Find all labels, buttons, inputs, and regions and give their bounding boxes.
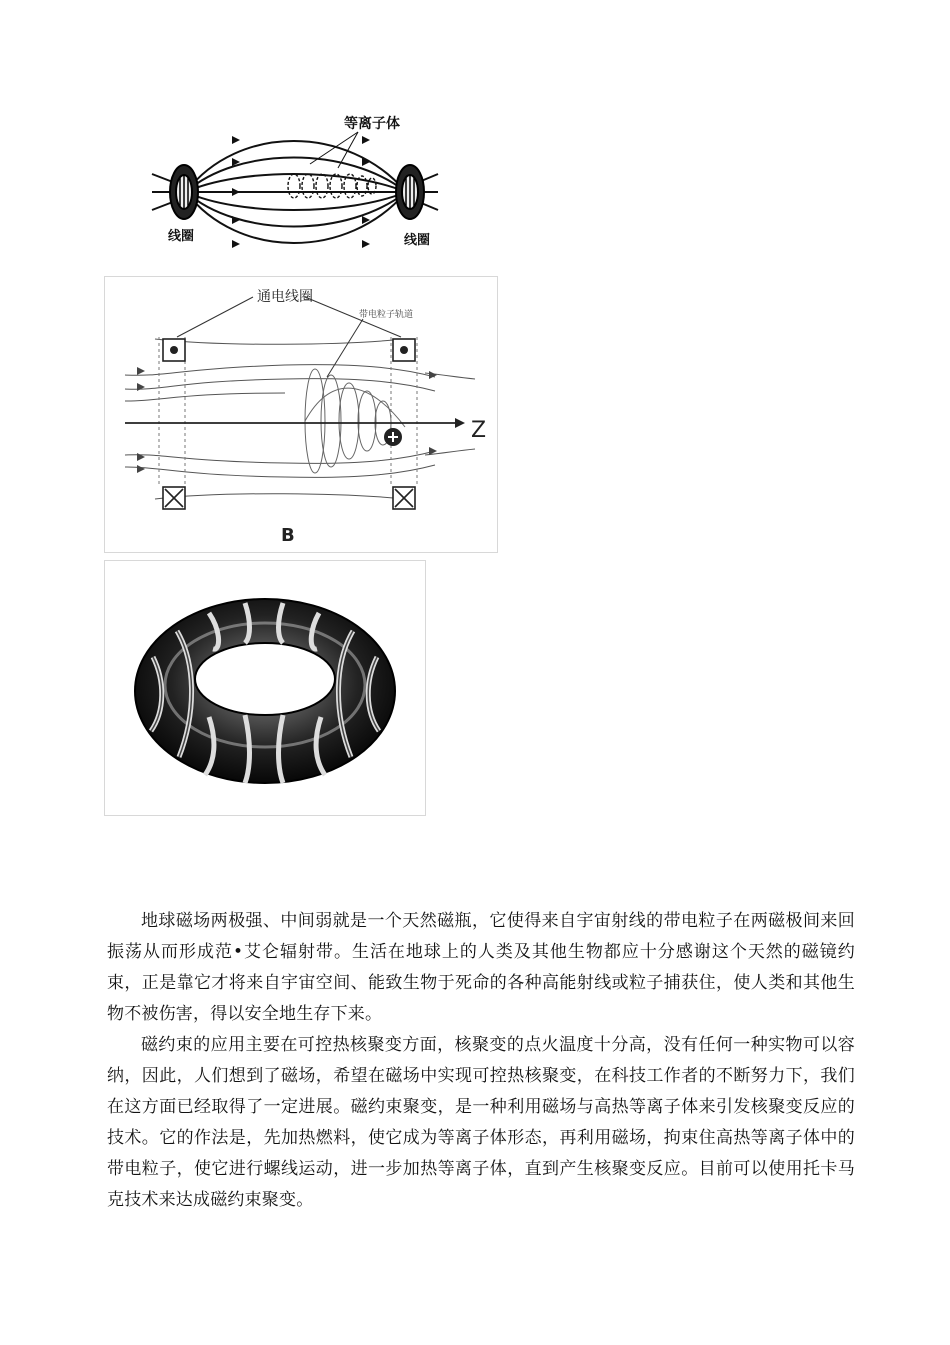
- caption-b-label: B: [281, 525, 295, 546]
- article-body: [107, 906, 855, 1216]
- plasma-label: 等离子体: [344, 116, 400, 132]
- paragraph-earth-magnetic-bottle: 地球磁场两极强、中间弱就是一个天然磁瓶，它使得来自宇宙射线的带电粒子在两磁极间来回振荡从而形成范•艾仑辐射带。生活在地球上的人类及其他生物都应十分感谢这个天然的磁镜约束，正是靠它才将来自宇宙空间、能致生物于死命的各种高能射线或粒子捕获住，使人类和其他生物不被伤害，得以安全地生存下来。: [107, 911, 855, 1024]
- coil-schematic-figure: [104, 276, 498, 553]
- paragraph-magnetic-confinement: 磁约束的应用主要在可控热核聚变方面，核聚变的点火温度十分高，没有任何一种实物可以容纳，因此，人们想到了磁场，希望在磁场中实现可控热核聚变，在科技工作者的不断努力下，我们在这方面已经取得了一定进展。磁约束聚变，是一种利用磁场与高热等离子体来引发核聚变反应的技术。它的作法是，先加热燃料，使它成为等离子体形态，再利用磁场，拘束住高热等离子体中的带电粒子，使它进行螺线运动，进一步加热等离子体，直到产生核聚变反应。目前可以使用托卡马克技术来达成磁约束聚变。: [107, 1035, 855, 1210]
- coil-schematic-diagram: [105, 277, 497, 552]
- toroidal-coil-figure: [104, 560, 426, 816]
- magnetic-bottle-figure: [148, 104, 440, 262]
- z-axis-label: Z: [471, 418, 487, 443]
- coil-label-left: 线圈: [168, 229, 195, 244]
- coil-label-right: 线圈: [404, 233, 431, 248]
- magnetic-bottle-diagram: [148, 104, 440, 262]
- right-coil: [396, 165, 424, 219]
- energized-coils-label: 通电线圈: [257, 289, 313, 305]
- toroid-image: [105, 561, 425, 815]
- particle-trajectory-label: 带电粒子轨道: [359, 310, 414, 320]
- left-coil: [170, 165, 198, 219]
